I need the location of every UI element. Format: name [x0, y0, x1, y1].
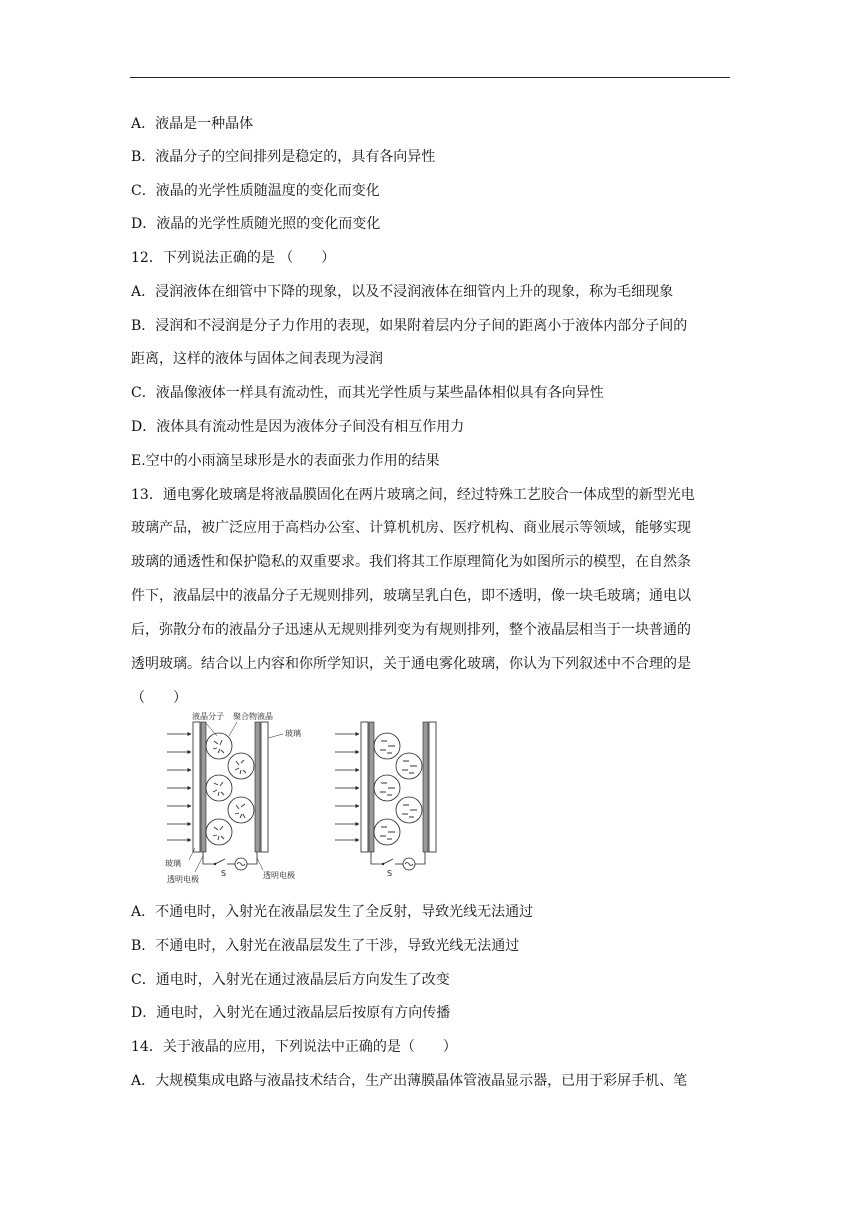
text-line: A．液晶是一种晶体	[131, 116, 254, 132]
panel-off	[165, 711, 301, 884]
text-line: E.空中的小雨滴呈球形是水的表面张力作用的结果	[131, 453, 440, 469]
text-line: 玻璃的通透性和保护隐私的双重要求。我们将其工作原理简化为如图所示的模型，在自然条	[131, 554, 691, 570]
text-line: 14．关于液晶的应用，下列说法中正确的是（ ）	[131, 1039, 457, 1055]
text-line: A．不通电时，入射光在液晶层发生了全反射，导致光线无法通过	[131, 904, 534, 920]
text-line: C．液晶的光学性质随温度的变化而变化	[131, 183, 380, 199]
text-line: 件下，液晶层中的液晶分子无规则排列，玻璃呈乳白色，即不透明，像一块毛玻璃；通电以	[131, 588, 691, 604]
text-line: D．通电时，入射光在通过液晶层后按原有方向传播	[131, 1005, 451, 1021]
header-rule	[130, 77, 730, 78]
text-line: B．不通电时，入射光在液晶层发生了干涉，导致光线无法通过	[131, 938, 520, 954]
label-switch-2: S	[387, 869, 393, 878]
text-line: C．通电时，入射光在通过液晶层后方向发生了改变	[131, 972, 450, 988]
label-switch-1: S	[221, 869, 227, 878]
text-line: B．浸润和不浸润是分子力作用的表现，如果附着层内分子间的距离小于液体内部分子间的	[131, 318, 688, 334]
text-line: B．液晶分子的空间排列是稳定的，具有各向异性	[131, 149, 436, 165]
text-line: （ ）	[131, 690, 187, 706]
label-glass-left: 玻璃	[165, 859, 181, 868]
text-line: 玻璃产品，被广泛应用于高档办公室、计算机机房、医疗机构、商业展示等领域，能够实现	[131, 520, 691, 536]
text-line: C．液晶像液体一样具有流动性，而其光学性质与某些晶体相似具有各向异性	[131, 385, 604, 401]
text-line: D．液晶的光学性质随光照的变化而变化	[131, 216, 381, 232]
text-line: 透明玻璃。结合以上内容和你所学知识，关于通电雾化玻璃，你认为下列叙述中不合理的是	[131, 656, 691, 672]
label-molecule: 液晶分子	[192, 712, 224, 721]
text-line: 13．通电雾化玻璃是将液晶膜固化在两片玻璃之间，经过特殊工艺胶合一体成型的新型光电	[131, 487, 695, 503]
text-line: 12．下列说法正确的是 （ ）	[131, 250, 336, 266]
panel-on	[335, 722, 436, 878]
text-line: A．大规模集成电路与液晶技术结合，生产出薄膜晶体管液晶显示器，已用于彩屏手机、笔	[131, 1073, 688, 1089]
label-glass-right: 玻璃	[285, 729, 301, 738]
label-polymer: 聚合物液晶	[233, 712, 273, 721]
text-line: 距离，这样的液体与固体之间表现为浸润	[131, 351, 383, 367]
text-line: 后，弥散分布的液晶分子迅速从无规则排列变为有规则排列，整个液晶层相当于一块普通的	[131, 622, 691, 638]
label-electrode-left: 透明电极	[167, 875, 199, 884]
text-line: D．液体具有流动性是因为液体分子间没有相互作用力	[131, 419, 465, 435]
label-electrode-right: 透明电极	[263, 871, 295, 880]
liquid-crystal-glass-diagram	[165, 708, 445, 893]
text-line: A．浸润液体在细管中下降的现象，以及不浸润液体在细管内上升的现象，称为毛细现象	[131, 284, 674, 300]
